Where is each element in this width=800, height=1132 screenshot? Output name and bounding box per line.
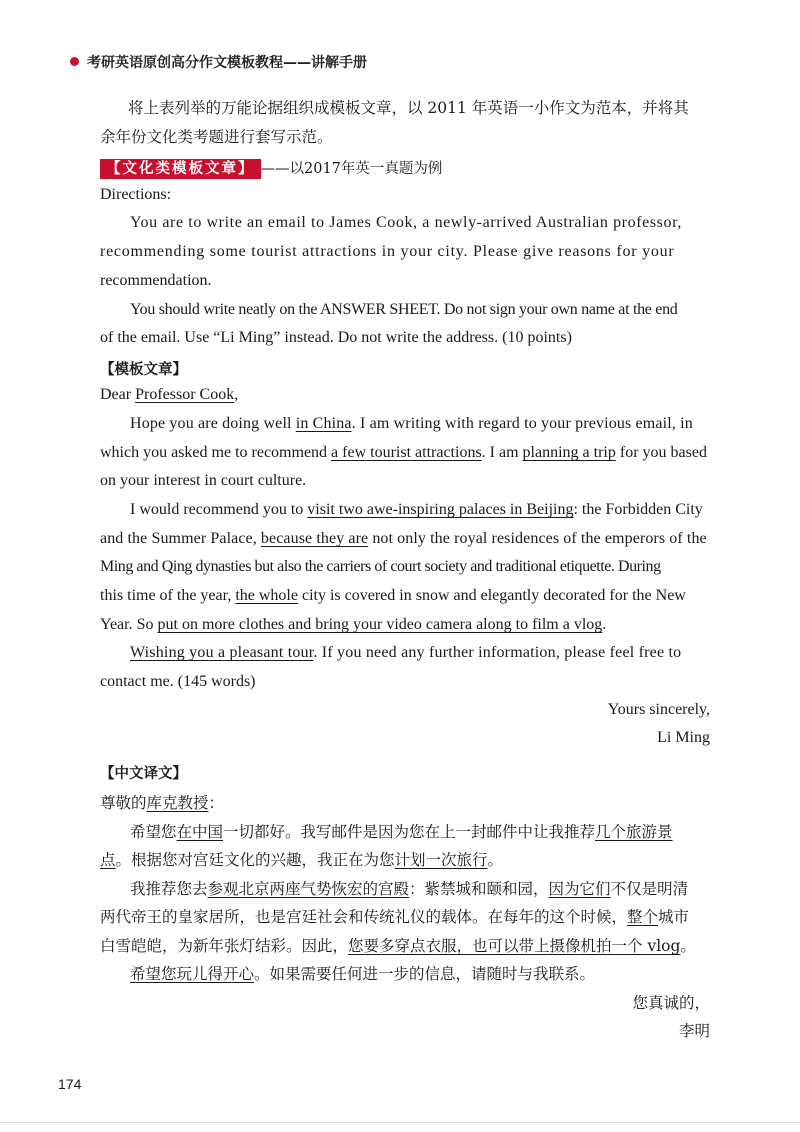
translation-closing: 您真诚的， <box>632 994 710 1012</box>
section-subtitle: ——以2017年英一真题为例 <box>260 161 443 177</box>
section-heading <box>100 157 442 178</box>
template-p2-line-4: this time of the year, the whole city is covered in snow and elegantly decorated for the New <box>100 587 686 604</box>
directions-p1-line-3: recommendation. <box>100 272 212 289</box>
template-p2-line-2: and the Summer Palace, because they are not only the royal residences of the emperors of the <box>100 530 707 547</box>
template-heading: 【模板文章】 <box>100 362 187 378</box>
bullet-dot-icon <box>70 57 79 66</box>
translation-p1-line-1: 希望您在中国一切都好。我写邮件是因为您在上一封邮件中让我推荐几个旅游景 <box>130 823 673 841</box>
template-closing: Yours sincerely, <box>607 701 710 718</box>
directions-p1-line-2: recommending some tourist attractions in your city. Please give reasons for your <box>100 243 675 260</box>
template-p1-line-2: which you asked me to recommend a few tourist attractions. I am planning a trip for you based <box>100 444 707 461</box>
template-p2-line-3: Ming and Qing dynasties but also the carriers of court society and traditional etiquette. During <box>100 558 661 575</box>
translation-p3-line-1: 希望您玩儿得开心。如果需要任何进一步的信息，请随时与我联系。 <box>130 965 596 983</box>
template-p2-line-5: Year. So put on more clothes and bring your video camera along to film a vlog. <box>100 616 607 633</box>
template-p1-line-1: Hope you are doing well in China. I am writing with regard to your previous email, in <box>130 415 693 432</box>
template-p3-line-1: Wishing you a pleasant tour. If you need any further information, please feel free to <box>130 644 682 661</box>
intro-line-2: 余年份文化类考题进行套写示范。 <box>100 128 333 146</box>
translation-p2-line-3: 白雪皑皑，为新年张灯结彩。因此，您要多穿点衣服，也可以带上摄像机拍一个 vlog。 <box>100 937 696 955</box>
template-p1-line-3: on your interest in court culture. <box>100 472 307 489</box>
directions-p2-line-1: You should write neatly on the ANSWER SHEET. Do not sign your own name at the end <box>130 301 678 318</box>
page-number: 174 <box>58 1076 82 1092</box>
running-header <box>70 52 367 72</box>
template-salutation: Dear Professor Cook, <box>100 386 239 403</box>
template-p3-line-2: contact me. (145 words) <box>100 673 256 690</box>
template-p2-line-1: I would recommend you to visit two awe-inspiring palaces in Beijing: the Forbidden City <box>130 501 703 518</box>
intro-line-1: 将上表列举的万能论据组织成模板文章，以 2011 年英语一小作文为范本，并将其 <box>128 99 689 117</box>
translation-signature: 李明 <box>678 1022 710 1040</box>
directions-p1-line-1: You are to write an email to James Cook, a newly-arrived Australian professor, <box>130 214 682 231</box>
translation-salutation: 尊敬的库克教授： <box>100 794 225 812</box>
header-title: 考研英语原创高分作文模板教程——讲解手册 <box>87 55 367 71</box>
section-label: 【文化类模板文章】 <box>100 159 261 179</box>
translation-p1-line-2: 点。根据您对宫廷文化的兴趣，我正在为您计划一次旅行。 <box>100 851 504 869</box>
template-signature: Li Ming <box>657 729 710 746</box>
bottom-rule <box>0 1122 800 1123</box>
directions-heading: Directions: <box>100 186 172 203</box>
translation-heading: 【中文译文】 <box>100 766 187 782</box>
translation-p2-line-2: 两代帝王的皇家居所，也是宫廷社会和传统礼仪的载体。在每年的这个时候，整个城市 <box>100 908 690 926</box>
directions-p2-line-2: of the email. Use “Li Ming” instead. Do not write the address. (10 points) <box>100 329 572 346</box>
translation-p2-line-1: 我推荐您去参观北京两座气势恢宏的宫殿：紫禁城和颐和园，因为它们不仅是明清 <box>130 880 689 898</box>
